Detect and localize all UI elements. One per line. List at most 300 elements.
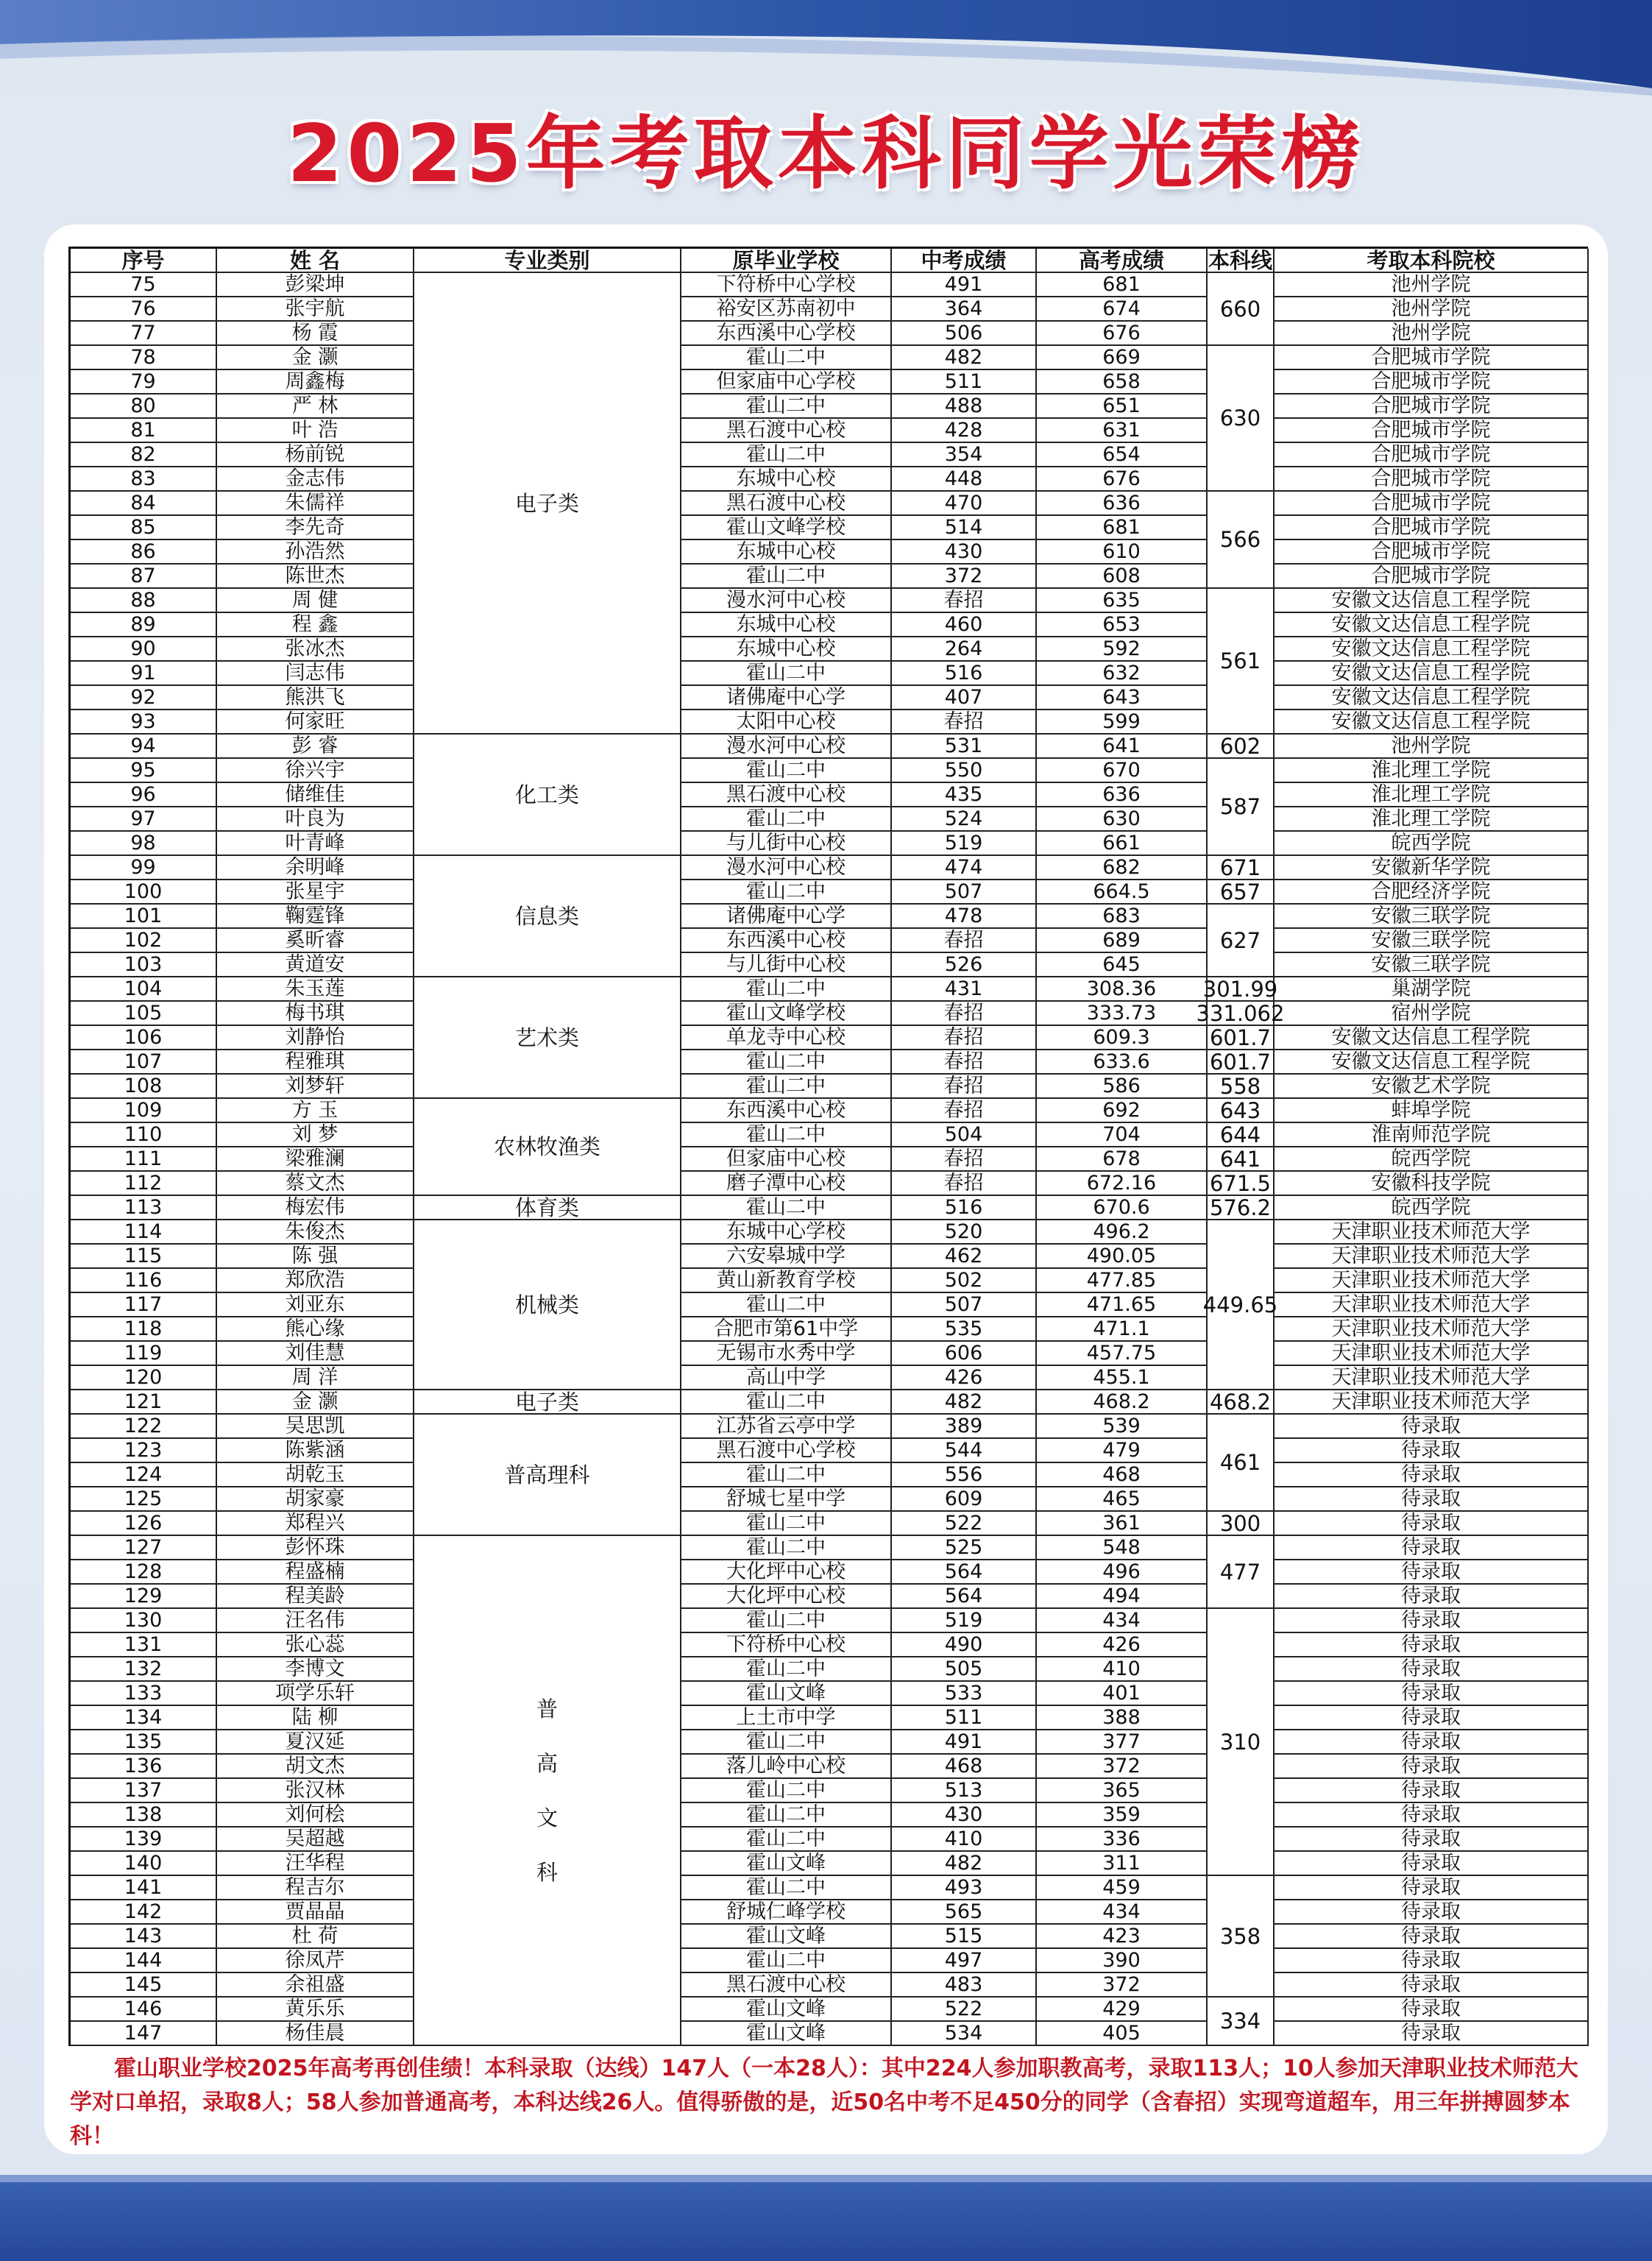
cell-gaokao: 401 bbox=[1037, 1682, 1208, 1706]
cell-name: 蔡文杰 bbox=[217, 1172, 414, 1196]
cell-school: 霍山文峰 bbox=[681, 1925, 892, 1949]
cell-school: 霍山二中 bbox=[681, 1876, 892, 1900]
cell-name: 黄乐乐 bbox=[217, 1998, 414, 2022]
cell-zhongkao: 535 bbox=[892, 1317, 1037, 1342]
cell-gaokao: 410 bbox=[1037, 1657, 1208, 1682]
cell-index: 84 bbox=[71, 492, 217, 516]
cell-zhongkao: 511 bbox=[892, 1706, 1037, 1730]
cell-school: 霍山文峰 bbox=[681, 1998, 892, 2022]
cell-zhongkao: 474 bbox=[892, 856, 1037, 880]
cell-university: 待录取 bbox=[1275, 1536, 1589, 1560]
cell-index: 131 bbox=[71, 1633, 217, 1657]
cell-university: 安徽新华学院 bbox=[1275, 856, 1589, 880]
cell-university: 天津职业技术师范大学 bbox=[1275, 1342, 1589, 1366]
cell-university: 待录取 bbox=[1275, 1973, 1589, 1998]
cell-gaokao: 658 bbox=[1037, 370, 1208, 394]
cell-school: 舒城仁峰学校 bbox=[681, 1900, 892, 1925]
cell-name: 刘 梦 bbox=[217, 1123, 414, 1147]
cell-zhongkao: 430 bbox=[892, 540, 1037, 565]
header-name: 姓 名 bbox=[217, 249, 414, 273]
cell-school: 诸佛庵中心学 bbox=[681, 905, 892, 929]
cell-university: 待录取 bbox=[1275, 1949, 1589, 1973]
cell-zhongkao: 264 bbox=[892, 637, 1037, 662]
cell-school: 霍山二中 bbox=[681, 880, 892, 905]
cell-zhongkao: 491 bbox=[892, 273, 1037, 297]
cell-name: 贾晶晶 bbox=[217, 1900, 414, 1925]
cell-index: 129 bbox=[71, 1585, 217, 1609]
cell-university: 安徽文达信息工程学院 bbox=[1275, 1026, 1589, 1050]
cell-university: 天津职业技术师范大学 bbox=[1275, 1390, 1589, 1415]
cell-name: 程雅琪 bbox=[217, 1050, 414, 1075]
cell-zhongkao: 524 bbox=[892, 807, 1037, 832]
cell-gaokao: 359 bbox=[1037, 1803, 1208, 1827]
cell-line: 334 bbox=[1208, 1998, 1275, 2046]
cell-gaokao: 471.1 bbox=[1037, 1317, 1208, 1342]
cell-school: 霍山二中 bbox=[681, 1196, 892, 1220]
cell-zhongkao: 491 bbox=[892, 1730, 1037, 1755]
cell-university: 安徽文达信息工程学院 bbox=[1275, 710, 1589, 735]
cell-name: 刘何桧 bbox=[217, 1803, 414, 1827]
cell-index: 118 bbox=[71, 1317, 217, 1342]
cell-gaokao: 468 bbox=[1037, 1463, 1208, 1487]
cell-university: 合肥城市学院 bbox=[1275, 346, 1589, 370]
cell-name: 陈世杰 bbox=[217, 565, 414, 589]
cell-university: 淮北理工学院 bbox=[1275, 807, 1589, 832]
cell-zhongkao: 478 bbox=[892, 905, 1037, 929]
cell-school: 霍山二中 bbox=[681, 1779, 892, 1803]
cell-university: 池州学院 bbox=[1275, 297, 1589, 322]
cell-gaokao: 429 bbox=[1037, 1998, 1208, 2022]
cell-index: 75 bbox=[71, 273, 217, 297]
cell-gaokao: 631 bbox=[1037, 419, 1208, 443]
cell-school: 霍山二中 bbox=[681, 1390, 892, 1415]
cell-school: 霍山文峰 bbox=[681, 2022, 892, 2046]
cell-index: 105 bbox=[71, 1002, 217, 1026]
cell-zhongkao: 482 bbox=[892, 1852, 1037, 1876]
cell-zhongkao: 564 bbox=[892, 1560, 1037, 1585]
cell-zhongkao: 609 bbox=[892, 1487, 1037, 1512]
cell-name: 郑程兴 bbox=[217, 1512, 414, 1536]
cell-index: 97 bbox=[71, 807, 217, 832]
cell-school: 霍山二中 bbox=[681, 662, 892, 686]
cell-index: 81 bbox=[71, 419, 217, 443]
cell-line: 601.7 bbox=[1208, 1050, 1275, 1075]
cell-gaokao: 643 bbox=[1037, 686, 1208, 710]
cell-school: 东西溪中心校 bbox=[681, 1099, 892, 1123]
cell-gaokao: 674 bbox=[1037, 297, 1208, 322]
cell-zhongkao: 513 bbox=[892, 1779, 1037, 1803]
cell-gaokao: 681 bbox=[1037, 273, 1208, 297]
header-school: 原毕业学校 bbox=[681, 249, 892, 273]
cell-index: 112 bbox=[71, 1172, 217, 1196]
cell-university: 淮南师范学院 bbox=[1275, 1123, 1589, 1147]
cell-gaokao: 457.75 bbox=[1037, 1342, 1208, 1366]
cell-university: 安徽文达信息工程学院 bbox=[1275, 613, 1589, 637]
cell-index: 139 bbox=[71, 1827, 217, 1852]
cell-school: 江苏省云亭中学 bbox=[681, 1415, 892, 1439]
cell-zhongkao: 364 bbox=[892, 297, 1037, 322]
cell-school: 霍山二中 bbox=[681, 1609, 892, 1633]
cell-name: 方 玉 bbox=[217, 1099, 414, 1123]
cell-name: 程盛楠 bbox=[217, 1560, 414, 1585]
cell-index: 146 bbox=[71, 1998, 217, 2022]
cell-name: 杜 荷 bbox=[217, 1925, 414, 1949]
cell-line: 641 bbox=[1208, 1147, 1275, 1172]
cell-zhongkao: 468 bbox=[892, 1755, 1037, 1779]
cell-gaokao: 496 bbox=[1037, 1560, 1208, 1585]
cell-university: 合肥城市学院 bbox=[1275, 540, 1589, 565]
cell-name: 朱玉莲 bbox=[217, 977, 414, 1002]
cell-name: 叶良为 bbox=[217, 807, 414, 832]
cell-line: 602 bbox=[1208, 735, 1275, 759]
cell-category: 体育类 bbox=[414, 1196, 681, 1220]
cell-name: 彭怀珠 bbox=[217, 1536, 414, 1560]
cell-zhongkao: 春招 bbox=[892, 1099, 1037, 1123]
cell-name: 刘梦轩 bbox=[217, 1075, 414, 1099]
cell-school: 与儿街中心校 bbox=[681, 953, 892, 977]
cell-school: 下符桥中心校 bbox=[681, 1633, 892, 1657]
cell-name: 郑欣浩 bbox=[217, 1269, 414, 1293]
cell-line: 587 bbox=[1208, 759, 1275, 856]
cell-index: 135 bbox=[71, 1730, 217, 1755]
cell-index: 93 bbox=[71, 710, 217, 735]
cell-index: 145 bbox=[71, 1973, 217, 1998]
category-char: 普 bbox=[536, 1696, 558, 1722]
cell-university: 待录取 bbox=[1275, 1682, 1589, 1706]
cell-zhongkao: 564 bbox=[892, 1585, 1037, 1609]
header-index: 序号 bbox=[71, 249, 217, 273]
cell-index: 86 bbox=[71, 540, 217, 565]
cell-university: 皖西学院 bbox=[1275, 1196, 1589, 1220]
cell-name: 杨 霞 bbox=[217, 322, 414, 346]
cell-index: 96 bbox=[71, 783, 217, 807]
cell-zhongkao: 春招 bbox=[892, 1172, 1037, 1196]
cell-school: 黑石渡中心校 bbox=[681, 419, 892, 443]
cell-school: 霍山文峰学校 bbox=[681, 516, 892, 540]
cell-line: 461 bbox=[1208, 1415, 1275, 1512]
cell-category: 化工类 bbox=[414, 735, 681, 856]
cell-index: 127 bbox=[71, 1536, 217, 1560]
cell-school: 但家庙中心校 bbox=[681, 1147, 892, 1172]
cell-zhongkao: 556 bbox=[892, 1463, 1037, 1487]
cell-index: 103 bbox=[71, 953, 217, 977]
cell-zhongkao: 448 bbox=[892, 467, 1037, 492]
cell-gaokao: 676 bbox=[1037, 322, 1208, 346]
cell-university: 天津职业技术师范大学 bbox=[1275, 1220, 1589, 1245]
cell-gaokao: 653 bbox=[1037, 613, 1208, 637]
cell-school: 太阳中心校 bbox=[681, 710, 892, 735]
cell-name: 周鑫梅 bbox=[217, 370, 414, 394]
cell-school: 东城中心校 bbox=[681, 540, 892, 565]
cell-index: 100 bbox=[71, 880, 217, 905]
category-char: 文 bbox=[536, 1805, 558, 1830]
cell-university: 安徽文达信息工程学院 bbox=[1275, 589, 1589, 613]
cell-index: 142 bbox=[71, 1900, 217, 1925]
cell-school: 霍山文峰学校 bbox=[681, 1002, 892, 1026]
cell-line: 477 bbox=[1208, 1536, 1275, 1609]
cell-gaokao: 672.16 bbox=[1037, 1172, 1208, 1196]
cell-gaokao: 434 bbox=[1037, 1900, 1208, 1925]
cell-name: 陆 柳 bbox=[217, 1706, 414, 1730]
cell-university: 待录取 bbox=[1275, 1852, 1589, 1876]
cell-university: 待录取 bbox=[1275, 1560, 1589, 1585]
cell-school: 舒城七星中学 bbox=[681, 1487, 892, 1512]
cell-school: 霍山二中 bbox=[681, 1463, 892, 1487]
cell-name: 叶 浩 bbox=[217, 419, 414, 443]
cell-university: 待录取 bbox=[1275, 1657, 1589, 1682]
cell-zhongkao: 525 bbox=[892, 1536, 1037, 1560]
cell-name: 余明峰 bbox=[217, 856, 414, 880]
cell-index: 147 bbox=[71, 2022, 217, 2046]
cell-index: 128 bbox=[71, 1560, 217, 1585]
cell-gaokao: 651 bbox=[1037, 394, 1208, 419]
cell-school: 漫水河中心校 bbox=[681, 735, 892, 759]
cell-zhongkao: 505 bbox=[892, 1657, 1037, 1682]
cell-university: 安徽三联学院 bbox=[1275, 905, 1589, 929]
cell-zhongkao: 春招 bbox=[892, 1026, 1037, 1050]
cell-index: 76 bbox=[71, 297, 217, 322]
cell-line: 644 bbox=[1208, 1123, 1275, 1147]
cell-name: 彭 睿 bbox=[217, 735, 414, 759]
cell-index: 79 bbox=[71, 370, 217, 394]
cell-gaokao: 361 bbox=[1037, 1512, 1208, 1536]
cell-university: 安徽文达信息工程学院 bbox=[1275, 637, 1589, 662]
cell-school: 东城中心学校 bbox=[681, 1220, 892, 1245]
cell-index: 119 bbox=[71, 1342, 217, 1366]
cell-line: 630 bbox=[1208, 346, 1275, 492]
cell-university: 待录取 bbox=[1275, 1876, 1589, 1900]
cell-name: 杨佳晨 bbox=[217, 2022, 414, 2046]
cell-gaokao: 471.65 bbox=[1037, 1293, 1208, 1317]
cell-zhongkao: 544 bbox=[892, 1439, 1037, 1463]
cell-category: 艺术类 bbox=[414, 977, 681, 1099]
cell-index: 101 bbox=[71, 905, 217, 929]
cell-gaokao: 455.1 bbox=[1037, 1366, 1208, 1390]
cell-university: 合肥城市学院 bbox=[1275, 370, 1589, 394]
cell-school: 无锡市水秀中学 bbox=[681, 1342, 892, 1366]
cell-zhongkao: 488 bbox=[892, 394, 1037, 419]
cell-name: 项学乐轩 bbox=[217, 1682, 414, 1706]
cell-zhongkao: 606 bbox=[892, 1342, 1037, 1366]
cell-name: 刘静怡 bbox=[217, 1026, 414, 1050]
cell-line: 671 bbox=[1208, 856, 1275, 880]
cell-category: 电子类 bbox=[414, 1390, 681, 1415]
cell-index: 87 bbox=[71, 565, 217, 589]
cell-gaokao: 372 bbox=[1037, 1973, 1208, 1998]
cell-name: 汪华程 bbox=[217, 1852, 414, 1876]
cell-index: 125 bbox=[71, 1487, 217, 1512]
cell-school: 东西溪中心校 bbox=[681, 929, 892, 953]
cell-line: 300 bbox=[1208, 1512, 1275, 1536]
cell-zhongkao: 519 bbox=[892, 1609, 1037, 1633]
cell-zhongkao: 516 bbox=[892, 662, 1037, 686]
cell-name: 李博文 bbox=[217, 1657, 414, 1682]
cell-university: 安徽三联学院 bbox=[1275, 929, 1589, 953]
cell-gaokao: 494 bbox=[1037, 1585, 1208, 1609]
cell-university: 安徽艺术学院 bbox=[1275, 1075, 1589, 1099]
cell-index: 114 bbox=[71, 1220, 217, 1245]
cell-name: 陈 强 bbox=[217, 1245, 414, 1269]
cell-name: 梅宏伟 bbox=[217, 1196, 414, 1220]
cell-zhongkao: 507 bbox=[892, 1293, 1037, 1317]
cell-name: 张冰杰 bbox=[217, 637, 414, 662]
cell-index: 106 bbox=[71, 1026, 217, 1050]
cell-index: 109 bbox=[71, 1099, 217, 1123]
cell-zhongkao: 410 bbox=[892, 1827, 1037, 1852]
cell-gaokao: 477.85 bbox=[1037, 1269, 1208, 1293]
cell-zhongkao: 526 bbox=[892, 953, 1037, 977]
cell-school: 黑石渡中心校 bbox=[681, 492, 892, 516]
cell-university: 待录取 bbox=[1275, 1706, 1589, 1730]
header-line: 本科线 bbox=[1208, 249, 1275, 273]
cell-school: 霍山二中 bbox=[681, 1803, 892, 1827]
cell-category: 普高理科 bbox=[414, 1415, 681, 1536]
cell-school: 霍山二中 bbox=[681, 1293, 892, 1317]
cell-name: 徐凤芹 bbox=[217, 1949, 414, 1973]
cell-zhongkao: 483 bbox=[892, 1973, 1037, 1998]
summary-text: 霍山职业学校2025年高考再创佳绩！本科录取（达线）147人（一本28人）：其中224人参加职教高考，录取113人；10人参加天津职业技术师范大学对口单招，录取8人；58人参加普通高考，本科达线26人。值得骄傲的是，近50名中考不足450分的同学（含春招）实现弯道超车，用三年拼搏圆梦本科！ bbox=[70, 2056, 1578, 2149]
cell-zhongkao: 372 bbox=[892, 565, 1037, 589]
cell-school: 东城中心校 bbox=[681, 467, 892, 492]
cell-index: 138 bbox=[71, 1803, 217, 1827]
cell-index: 141 bbox=[71, 1876, 217, 1900]
cell-name: 闫志伟 bbox=[217, 662, 414, 686]
cell-line: 310 bbox=[1208, 1609, 1275, 1876]
cell-school: 上土市中学 bbox=[681, 1706, 892, 1730]
cell-zhongkao: 春招 bbox=[892, 1002, 1037, 1026]
category-char: 高 bbox=[536, 1750, 558, 1776]
cell-university: 天津职业技术师范大学 bbox=[1275, 1293, 1589, 1317]
cell-gaokao: 669 bbox=[1037, 346, 1208, 370]
cell-university: 合肥城市学院 bbox=[1275, 443, 1589, 467]
cell-university: 合肥经济学院 bbox=[1275, 880, 1589, 905]
cell-university: 合肥城市学院 bbox=[1275, 467, 1589, 492]
cell-university: 待录取 bbox=[1275, 1633, 1589, 1657]
cell-name: 陈紫涵 bbox=[217, 1439, 414, 1463]
cell-name: 徐兴宇 bbox=[217, 759, 414, 783]
cell-name: 吴超越 bbox=[217, 1827, 414, 1852]
cell-zhongkao: 430 bbox=[892, 1803, 1037, 1827]
cell-university: 天津职业技术师范大学 bbox=[1275, 1366, 1589, 1390]
cell-name: 杨前锐 bbox=[217, 443, 414, 467]
bottom-decoration bbox=[0, 2175, 1652, 2261]
cell-index: 136 bbox=[71, 1755, 217, 1779]
cell-index: 124 bbox=[71, 1463, 217, 1487]
cell-gaokao: 609.3 bbox=[1037, 1026, 1208, 1050]
cell-index: 113 bbox=[71, 1196, 217, 1220]
cell-gaokao: 664.5 bbox=[1037, 880, 1208, 905]
cell-gaokao: 645 bbox=[1037, 953, 1208, 977]
cell-gaokao: 365 bbox=[1037, 1779, 1208, 1803]
cell-gaokao: 468.2 bbox=[1037, 1390, 1208, 1415]
cell-index: 122 bbox=[71, 1415, 217, 1439]
cell-school: 但家庙中心学校 bbox=[681, 370, 892, 394]
cell-school: 漫水河中心校 bbox=[681, 856, 892, 880]
cell-university: 天津职业技术师范大学 bbox=[1275, 1245, 1589, 1269]
cell-index: 110 bbox=[71, 1123, 217, 1147]
cell-gaokao: 692 bbox=[1037, 1099, 1208, 1123]
cell-zhongkao: 497 bbox=[892, 1949, 1037, 1973]
cell-name: 周 健 bbox=[217, 589, 414, 613]
cell-index: 133 bbox=[71, 1682, 217, 1706]
cell-school: 霍山二中 bbox=[681, 394, 892, 419]
cell-gaokao: 372 bbox=[1037, 1755, 1208, 1779]
cell-index: 120 bbox=[71, 1366, 217, 1390]
cell-gaokao: 689 bbox=[1037, 929, 1208, 953]
cell-line: 561 bbox=[1208, 589, 1275, 735]
cell-gaokao: 678 bbox=[1037, 1147, 1208, 1172]
cell-zhongkao: 514 bbox=[892, 516, 1037, 540]
cell-line: 358 bbox=[1208, 1876, 1275, 1998]
cell-university: 巢湖学院 bbox=[1275, 977, 1589, 1002]
cell-index: 123 bbox=[71, 1439, 217, 1463]
cell-line: 657 bbox=[1208, 880, 1275, 905]
cell-line: 671.5 bbox=[1208, 1172, 1275, 1196]
cell-index: 108 bbox=[71, 1075, 217, 1099]
cell-index: 91 bbox=[71, 662, 217, 686]
cell-name: 周 洋 bbox=[217, 1366, 414, 1390]
cell-school: 霍山文峰 bbox=[681, 1852, 892, 1876]
cell-gaokao: 434 bbox=[1037, 1609, 1208, 1633]
cell-index: 83 bbox=[71, 467, 217, 492]
cell-gaokao: 632 bbox=[1037, 662, 1208, 686]
cell-zhongkao: 504 bbox=[892, 1123, 1037, 1147]
cell-name: 梅书琪 bbox=[217, 1002, 414, 1026]
cell-gaokao: 608 bbox=[1037, 565, 1208, 589]
cell-index: 92 bbox=[71, 686, 217, 710]
cell-gaokao: 641 bbox=[1037, 735, 1208, 759]
cell-name: 鞠霆锋 bbox=[217, 905, 414, 929]
cell-zhongkao: 428 bbox=[892, 419, 1037, 443]
cell-university: 池州学院 bbox=[1275, 735, 1589, 759]
cell-university: 皖西学院 bbox=[1275, 832, 1589, 856]
cell-index: 90 bbox=[71, 637, 217, 662]
header-category: 专业类别 bbox=[414, 249, 681, 273]
cell-university: 待录取 bbox=[1275, 1900, 1589, 1925]
cell-line: 301.99 bbox=[1202, 976, 1278, 1002]
cell-name: 胡文杰 bbox=[217, 1755, 414, 1779]
cell-university: 待录取 bbox=[1275, 1755, 1589, 1779]
cell-school: 高山中学 bbox=[681, 1366, 892, 1390]
cell-gaokao: 610 bbox=[1037, 540, 1208, 565]
cell-zhongkao: 春招 bbox=[892, 929, 1037, 953]
cell-university: 合肥城市学院 bbox=[1275, 565, 1589, 589]
cell-line: 331.062 bbox=[1196, 1000, 1285, 1026]
cell-line: 566 bbox=[1208, 492, 1275, 589]
cell-school: 霍山文峰 bbox=[681, 1682, 892, 1706]
cell-school: 合肥市第61中学 bbox=[681, 1317, 892, 1342]
cell-university: 池州学院 bbox=[1275, 273, 1589, 297]
header-university: 考取本科院校 bbox=[1275, 249, 1589, 273]
cell-line: 449.65 bbox=[1208, 1220, 1275, 1390]
cell-university: 安徽科技学院 bbox=[1275, 1172, 1589, 1196]
cell-name: 刘佳慧 bbox=[217, 1342, 414, 1366]
cell-gaokao: 490.05 bbox=[1037, 1245, 1208, 1269]
cell-name: 彭梁坤 bbox=[217, 273, 414, 297]
cell-school: 下符桥中心学校 bbox=[681, 273, 892, 297]
cell-index: 121 bbox=[71, 1390, 217, 1415]
cell-school: 落儿岭中心校 bbox=[681, 1755, 892, 1779]
cell-name: 熊洪飞 bbox=[217, 686, 414, 710]
cell-university: 淮北理工学院 bbox=[1275, 759, 1589, 783]
cell-school: 霍山二中 bbox=[681, 1949, 892, 1973]
cell-index: 111 bbox=[71, 1147, 217, 1172]
cell-school: 霍山二中 bbox=[681, 1075, 892, 1099]
cell-gaokao: 630 bbox=[1037, 807, 1208, 832]
cell-index: 134 bbox=[71, 1706, 217, 1730]
cell-gaokao: 423 bbox=[1037, 1925, 1208, 1949]
cell-university: 待录取 bbox=[1275, 1415, 1589, 1439]
